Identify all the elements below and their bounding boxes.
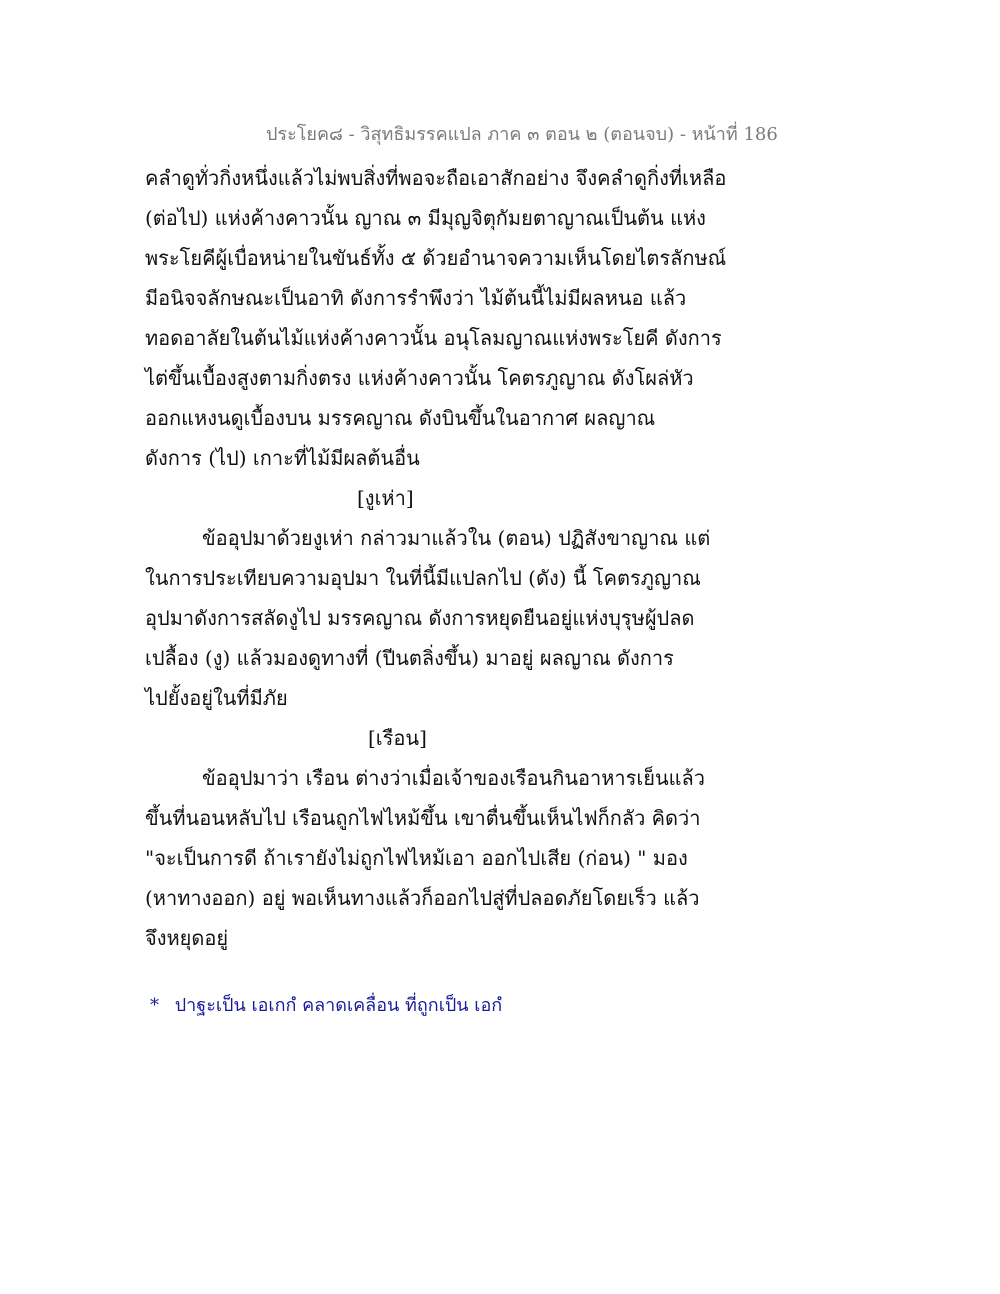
footnote-text: ปาฐะเป็น เอเกกํ คลาดเคลื่อน ที่ถูกเป็น เอกํ [174,995,503,1016]
text-line: ทอดอาลัยในต้นไม้แห่งค้างคาวนั้น อนุโลมญาณแห่งพระโยคี ดังการ [145,326,722,350]
paragraph-house [145,758,715,958]
section-heading-house: [เรือน] [368,726,427,750]
body-text [145,158,727,958]
text-line: ไปยั้งอยู่ในที่มีภัย [145,686,288,710]
paragraph-bat-continuation [145,158,727,478]
text-line: คลำดูทั่วกิ่งหนึ่งแล้วไม่พบสิ่งที่พอจะถือเอาสักอย่าง จึงคลำดูกิ่งที่เหลือ [145,166,727,190]
paragraph-cobra [145,518,715,718]
text-line: ข้ออุปมาว่า เรือน ต่างว่าเมื่อเจ้าของเรือนกินอาหารเย็นแล้ว [202,766,705,790]
footnote-marker: * [150,995,159,1016]
running-header: ประโยค๘ - วิสุทธิมรรคแปล ภาค ๓ ตอน ๒ (ตอนจบ) - หน้าที่ 186 [266,124,778,145]
text-line: ดังการ (ไป) เกาะที่ไม้มีผลต้นอื่น [145,446,420,470]
text-line: เปลื้อง (งู) แล้วมองดูทางที่ (ปีนตลิ่งขึ้น) มาอยู่ ผลญาณ ดังการ [145,646,674,670]
text-line: (ต่อไป) แห่งค้างคาวนั้น ญาณ ๓ มีมุญจิตุกัมยตาญาณเป็นต้น แห่ง [145,206,706,230]
text-line: "จะเป็นการดี ถ้าเรายังไม่ถูกไฟไหม้เอา ออกไปเสีย (ก่อน) " มอง [145,846,688,870]
footnote [150,992,750,1020]
text-line: (หาทางออก) อยู่ พอเห็นทางแล้วก็ออกไปสู่ที่ปลอดภัยโดยเร็ว แล้ว [145,886,700,910]
text-line: ข้ออุปมาด้วยงูเห่า กล่าวมาแล้วใน (ตอน) ปฏิสังขาญาณ แต่ [202,526,711,550]
text-line: มีอนิจจลักษณะเป็นอาทิ ดังการรำพึงว่า ไม้ต้นนี้ไม่มีผลหนอ แล้ว [145,286,687,310]
text-line: พระโยคีผู้เบื่อหน่ายในขันธ์ทั้ง ๕ ด้วยอำนาจความเห็นโดยไตรลักษณ์ [145,246,727,270]
text-line: ในการประเทียบความอุปมา ในที่นี้มีแปลกไป (ดัง) นี้ โคตรภูญาณ [145,566,701,590]
text-line: อุปมาดังการสลัดงูไป มรรคญาณ ดังการหยุดยืนอยู่แห่งบุรุษผู้ปลด [145,606,695,630]
text-line: จึงหยุดอยู่ [145,926,229,950]
text-line: ออกแหงนดูเบื้องบน มรรคญาณ ดังบินขึ้นในอากาศ ผลญาณ [145,406,656,430]
section-heading-cobra: [งูเห่า] [357,486,414,510]
text-line: ขึ้นที่นอนหลับไป เรือนถูกไฟไหม้ขึ้น เขาตื่นขึ้นเห็นไฟก็กลัว คิดว่า [145,806,701,830]
text-line: ไต่ขึ้นเบื้องสูงตามกิ่งตรง แห่งค้างคาวนั้น โคตรภูญาณ ดังโผล่หัว [145,366,694,390]
